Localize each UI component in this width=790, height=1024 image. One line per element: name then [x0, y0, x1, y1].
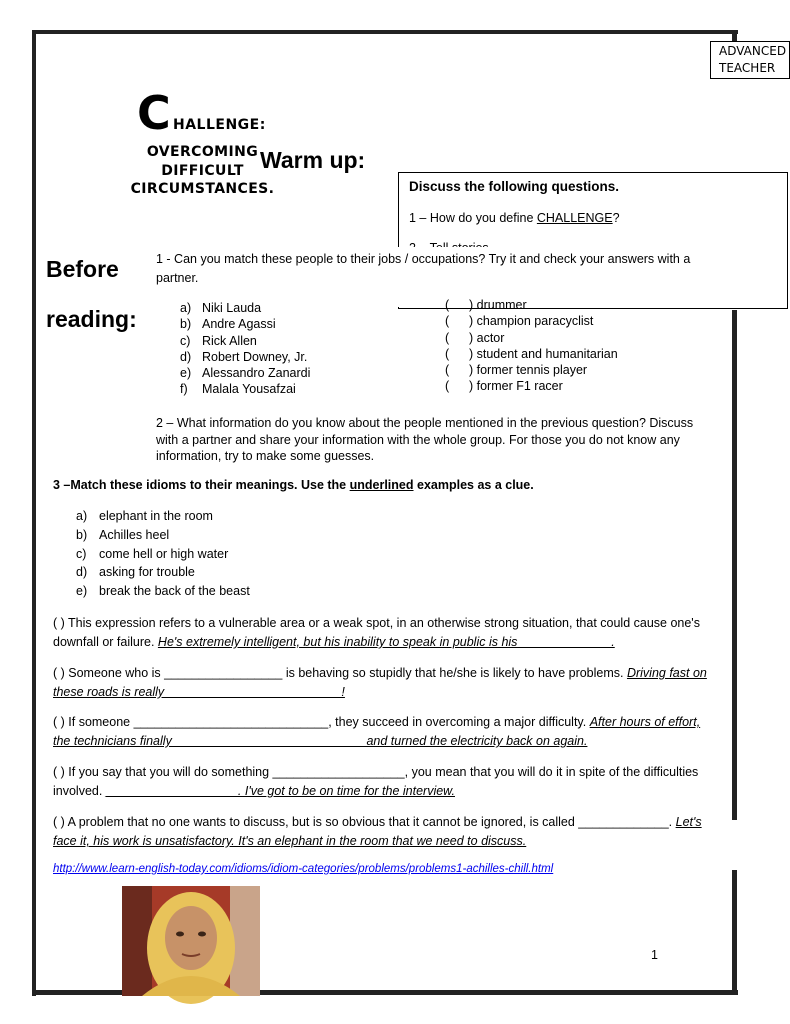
- person-name: Alessandro Zanardi: [202, 366, 311, 381]
- definition-text: ( ) If someone ____________________________, they succeed in overcoming a major difficulty.: [53, 715, 590, 729]
- answer-blank: (: [445, 346, 450, 361]
- level-sublabel: TEACHER: [719, 61, 776, 75]
- example-sentence: Driving fast on these roads is really _________________________!: [53, 666, 707, 699]
- definition-text: ( ) This expression refers to a vulnerable area or a weak spot, in an otherwise strong situation, that could cause one's downfall or failure.: [53, 616, 700, 649]
- example-sentence: ___________________. I've got to be on time for the interview.: [105, 784, 455, 798]
- item-letter: a): [76, 509, 88, 523]
- question-text: 3 –Match these idioms to their meanings. Use the: [53, 478, 350, 492]
- job-label: ) student and humanitarian: [469, 346, 618, 361]
- subtitle-line: CIRCUMSTANCES.: [130, 181, 275, 197]
- portrait-illustration: [122, 886, 260, 996]
- list-item: [76, 507, 250, 526]
- person-name: Niki Lauda: [202, 301, 262, 315]
- definition-text: ( ) Someone who is _________________ is behaving so stupidly that he/she is likely to have problems.: [53, 666, 627, 680]
- item-letter: f): [180, 382, 188, 397]
- list-item: [180, 300, 310, 316]
- reading-heading: reading:: [46, 306, 137, 332]
- warmup-heading: Warm up:: [260, 147, 366, 173]
- example-sentence: After hours of effort, the technicians finally ___________________________ and turned the electricity back on again.: [53, 715, 701, 748]
- idiom-text: asking for trouble: [99, 565, 195, 580]
- answer-blank: (: [445, 363, 450, 378]
- portrait-photo: [122, 886, 260, 996]
- idioms-question: [53, 478, 534, 492]
- definition-text: ( ) If you say that you will do something ___________________, you mean that you will do it in spite of the difficulties involved.: [53, 765, 699, 798]
- list-item: [445, 313, 618, 329]
- answer-blank: (: [445, 314, 450, 329]
- subtitle-line: OVERCOMING: [146, 144, 259, 160]
- before-heading: Before: [46, 256, 119, 282]
- list-item: [76, 563, 250, 582]
- answer-blank: (: [445, 330, 450, 345]
- question-keyword: underlined: [349, 478, 414, 492]
- people-list: [180, 300, 310, 398]
- list-item: [76, 526, 250, 545]
- title-initial: C: [137, 86, 171, 140]
- discussion-question-1: [409, 211, 620, 225]
- answer-blank: (: [445, 379, 450, 394]
- page-border-right: [732, 310, 737, 820]
- item-letter: e): [180, 366, 192, 381]
- idiom-list: [76, 507, 250, 601]
- list-item: [445, 362, 618, 378]
- person-name: Malala Yousafzai: [202, 382, 296, 397]
- example-sentence: Let's face it, his work is unsatisfactory. It's an elephant in the room that we need to discuss.: [53, 815, 702, 848]
- idiom-text: Achilles heel: [99, 527, 170, 542]
- level-label: ADVANCED: [719, 44, 787, 58]
- list-item: [445, 346, 618, 362]
- list-item: [180, 365, 310, 381]
- page-border-left: [32, 30, 36, 996]
- job-label: ) champion paracyclist: [469, 314, 594, 329]
- question-keyword: CHALLENGE: [536, 211, 613, 225]
- person-name: Robert Downey, Jr.: [202, 349, 308, 364]
- list-item: [445, 378, 618, 394]
- item-letter: c): [76, 546, 87, 561]
- idiom-definition-5: [53, 813, 713, 851]
- list-item: [76, 582, 250, 601]
- person-name: Andre Agassi: [202, 317, 276, 332]
- idiom-definition-2: [53, 664, 713, 702]
- idiom-definition-4: [53, 763, 713, 801]
- reading-question-2: 2 – What information do you know about the people mentioned in the previous question? Discuss with a partner and share your information with the whole group. For those you do not know any information, try to make some guesses.: [156, 416, 694, 463]
- item-letter: b): [76, 527, 88, 542]
- list-item: [76, 545, 250, 564]
- list-item: [445, 330, 618, 346]
- discussion-title: Discuss the following questions.: [409, 179, 620, 194]
- job-label: ) actor: [469, 330, 505, 345]
- list-item: [180, 381, 310, 397]
- definition-text: ( ) A problem that no one wants to discuss, but is so obvious that it cannot be ignored, is called _____________.: [53, 815, 676, 829]
- item-letter: a): [180, 301, 192, 315]
- item-letter: d): [180, 349, 192, 364]
- job-label: ) former F1 racer: [469, 379, 563, 394]
- source-link[interactable]: http://www.learn-english-today.com/idioms/idiom-categories/problems/problems1-achilles-chill.html: [53, 863, 554, 875]
- list-item: [180, 316, 310, 332]
- idiom-definition-1: [53, 614, 713, 652]
- page-border-top: [32, 30, 738, 34]
- idiom-text: come hell or high water: [99, 546, 229, 561]
- list-item: [180, 333, 310, 349]
- item-letter: e): [76, 584, 88, 599]
- item-letter: d): [76, 565, 88, 580]
- item-letter: c): [180, 333, 191, 348]
- job-label: ) drummer: [469, 298, 527, 312]
- item-letter: b): [180, 317, 192, 332]
- reading-question-1: 1 - Can you match these people to their jobs / occupations? Try it and check your answers with a partner.: [156, 252, 691, 285]
- list-item: [445, 297, 618, 313]
- person-name: Rick Allen: [202, 333, 257, 348]
- title-text: HALLENGE:: [173, 117, 266, 133]
- list-item: [180, 349, 310, 365]
- idiom-text: break the back of the beast: [99, 584, 250, 599]
- idiom-definition-3: [53, 713, 713, 751]
- example-sentence: He's extremely intelligent, but his inability to speak in public is his _____________.: [157, 635, 615, 649]
- answer-blank: (: [445, 298, 450, 312]
- question-suffix: ?: [612, 211, 620, 225]
- job-label: ) former tennis player: [469, 363, 588, 378]
- page-number: 1: [651, 948, 658, 962]
- idiom-text: elephant in the room: [99, 509, 213, 523]
- level-box: [710, 41, 790, 79]
- page-border-right: [732, 870, 737, 994]
- subtitle-line: DIFFICULT: [161, 162, 244, 179]
- question-text: 1 – How do you define: [409, 211, 537, 225]
- question-suffix: examples as a clue.: [413, 478, 534, 492]
- jobs-list: [445, 297, 618, 395]
